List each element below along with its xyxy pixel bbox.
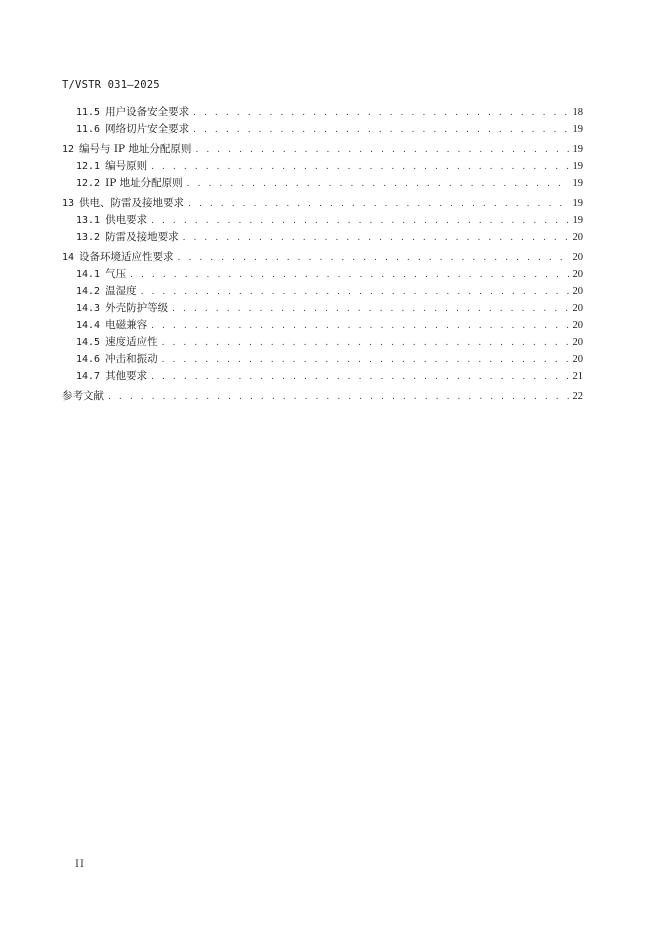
toc-entry-title: 供电要求	[105, 214, 148, 226]
toc-entry-page: 19	[572, 215, 583, 226]
toc-entry-chapter[interactable]	[62, 141, 583, 158]
dot-leader	[178, 250, 569, 267]
toc-entry-title: IP 地址分配原则	[105, 177, 183, 189]
toc-group	[62, 104, 583, 138]
toc-entry-title: 设备环境适应性要求	[79, 251, 174, 263]
toc-entry-number: 13	[62, 198, 75, 209]
dot-leader	[172, 301, 569, 318]
toc-entry-title: 温湿度	[105, 285, 137, 297]
document-id: T/VSTR 031—2025	[62, 79, 160, 91]
dot-leader	[108, 389, 569, 406]
toc-entry-title: 用户设备安全要求	[105, 106, 190, 118]
toc-entry-page: 20	[572, 354, 583, 365]
toc-group	[62, 141, 583, 192]
toc-entry-page: 19	[572, 178, 583, 189]
toc-entry-number: 12.2	[76, 178, 101, 189]
toc-entry-section[interactable]	[62, 175, 583, 192]
toc-entry-section[interactable]	[62, 351, 583, 368]
toc-entry-number: 12	[62, 144, 75, 155]
toc-entry-title: 冲击和振动	[105, 353, 158, 365]
toc-entry-title: 编号与 IP 地址分配原则	[79, 143, 192, 155]
dot-leader	[130, 267, 569, 284]
dot-leader	[193, 122, 569, 139]
toc-entry-section[interactable]	[62, 158, 583, 175]
toc-group	[62, 388, 583, 405]
toc-entry-page: 20	[572, 303, 583, 314]
toc-entry-page: 20	[572, 337, 583, 348]
table-of-contents	[62, 104, 583, 405]
dot-leader	[141, 284, 569, 301]
toc-entry-number: 14.3	[76, 303, 101, 314]
toc-entry-title: 速度适应性	[105, 336, 158, 348]
dot-leader	[162, 335, 569, 352]
toc-entry-page: 19	[572, 198, 583, 209]
toc-entry-page: 22	[572, 391, 583, 402]
toc-entry-title: 网络切片安全要求	[105, 123, 190, 135]
toc-entry-page: 20	[572, 252, 583, 263]
toc-entry-page: 21	[572, 371, 583, 382]
toc-entry-number: 14.7	[76, 371, 101, 382]
toc-entry-title: 编号原则	[105, 160, 148, 172]
dot-leader	[151, 159, 569, 176]
toc-group	[62, 249, 583, 385]
page-number: II	[75, 859, 85, 870]
toc-entry-number: 11.6	[76, 124, 101, 135]
toc-entry-page: 20	[572, 286, 583, 297]
toc-entry-page: 20	[572, 232, 583, 243]
toc-entry-chapter[interactable]	[62, 388, 583, 405]
dot-leader	[193, 105, 569, 122]
toc-entry-number: 14.4	[76, 320, 101, 331]
dot-leader	[187, 176, 569, 193]
toc-entry-page: 20	[572, 269, 583, 280]
toc-entry-section[interactable]	[62, 300, 583, 317]
toc-entry-page: 19	[572, 161, 583, 172]
toc-entry-page: 19	[572, 124, 583, 135]
toc-entry-number: 14.6	[76, 354, 101, 365]
toc-entry-page: 19	[572, 144, 583, 155]
toc-entry-title: 其他要求	[105, 370, 148, 382]
toc-entry-section[interactable]	[62, 104, 583, 121]
toc-entry-number: 14	[62, 252, 75, 263]
dot-leader	[151, 318, 569, 335]
dot-leader	[183, 230, 569, 247]
toc-entry-number: 14.5	[76, 337, 101, 348]
toc-entry-title: 供电、防雷及接地要求	[79, 197, 185, 209]
toc-entry-section[interactable]	[62, 368, 583, 385]
toc-entry-number: 13.2	[76, 232, 101, 243]
dot-leader	[151, 369, 569, 386]
toc-entry-number: 12.1	[76, 161, 101, 172]
toc-entry-chapter[interactable]	[62, 249, 583, 266]
toc-entry-title: 气压	[105, 268, 127, 280]
toc-entry-number: 13.1	[76, 215, 101, 226]
toc-entry-section[interactable]	[62, 212, 583, 229]
dot-leader	[162, 352, 569, 369]
toc-entry-number: 11.5	[76, 107, 101, 118]
toc-entry-title: 外壳防护等级	[105, 302, 169, 314]
dot-leader	[195, 142, 569, 159]
toc-entry-section[interactable]	[62, 121, 583, 138]
toc-entry-title: 防雷及接地要求	[105, 231, 179, 243]
toc-entry-section[interactable]	[62, 229, 583, 246]
toc-entry-section[interactable]	[62, 317, 583, 334]
toc-group	[62, 195, 583, 246]
toc-entry-page: 20	[572, 320, 583, 331]
toc-entry-chapter[interactable]	[62, 195, 583, 212]
toc-entry-section[interactable]	[62, 283, 583, 300]
toc-entry-number: 14.1	[76, 269, 101, 280]
toc-entry-page: 18	[572, 107, 583, 118]
dot-leader	[188, 196, 569, 213]
toc-entry-section[interactable]	[62, 334, 583, 351]
dot-leader	[151, 213, 569, 230]
toc-entry-title: 电磁兼容	[105, 319, 148, 331]
toc-entry-title: 参考文献	[62, 390, 104, 402]
toc-entry-number: 14.2	[76, 286, 101, 297]
toc-entry-section[interactable]	[62, 266, 583, 283]
